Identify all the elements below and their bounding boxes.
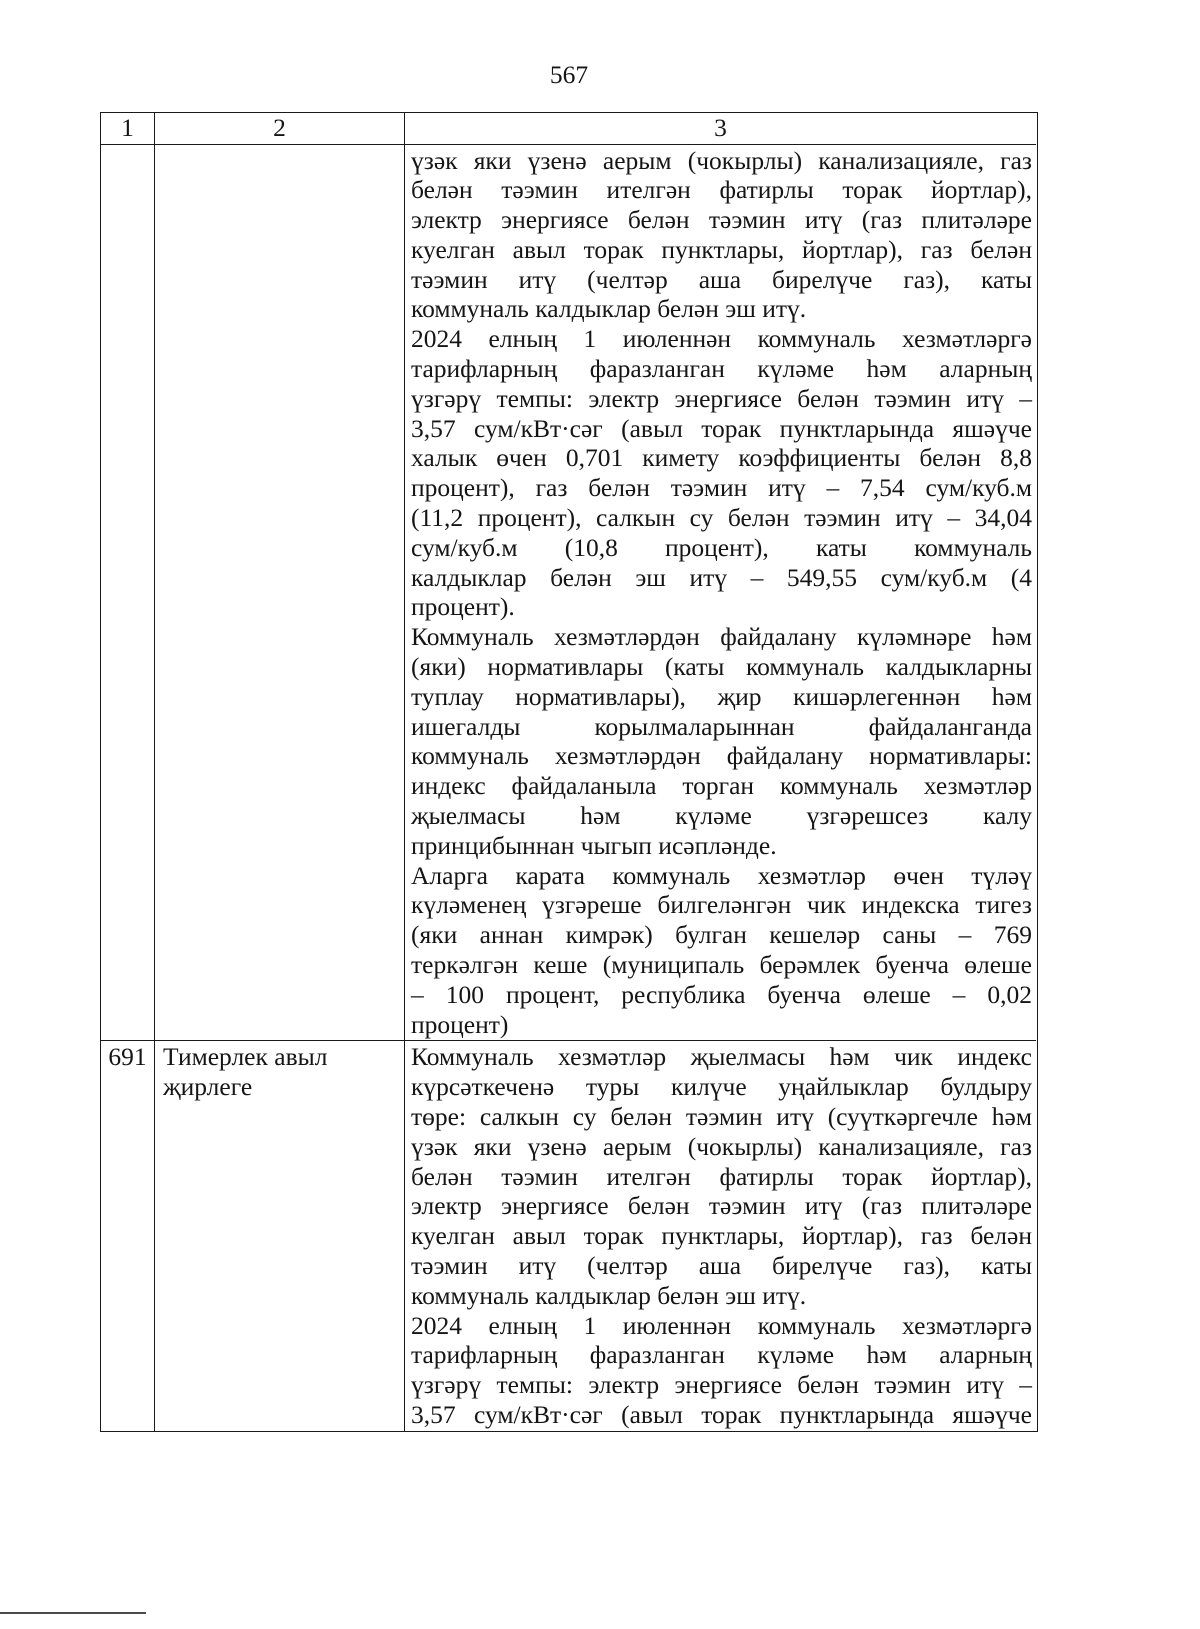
text-line: коммуналь хезмәтләрдән файдалану нормативлары: <box>411 741 1032 771</box>
text-line: туплау нормативлары), җир кишәрлегеннән һәм <box>411 681 1032 711</box>
description-cell <box>405 1041 1036 1430</box>
text-line: Коммуналь хезмәтләр җыелмасы һәм чик индекс <box>411 1042 1032 1072</box>
text-line: тәэмин итү (челтәр аша бирелүче газ), каты <box>411 1250 1032 1280</box>
text-line: 2024 елның 1 июленнән коммуналь хезмәтләргә <box>411 1310 1032 1340</box>
text-line: халык өчен 0,701 кимету коэффициенты белән 8,8 <box>411 443 1032 473</box>
text-line: төре: салкын су белән тәэмин итү (суүткәргечле һәм <box>411 1102 1032 1131</box>
text-line: процент) <box>411 1009 509 1039</box>
text-line: тәэмин итү (челтәр аша бирелүче газ), каты <box>411 264 1032 294</box>
text-line: күрсәткеченә туры килүче уңайлыклар булдыру <box>411 1072 1032 1102</box>
text-line: принцибыннан чыгып исәпләнде. <box>411 830 777 860</box>
text-line: үзәк яки үзенә аерым (чокырлы) канализацияле, газ <box>411 1131 1032 1161</box>
text-line: тарифларның фаразланган күләме һәм аларның <box>411 354 1032 384</box>
text-line: (11,2 процент), салкын су белән тәэмин итү – 34,04 <box>411 503 1032 533</box>
text-line: процент), газ белән тәэмин итү – 7,54 сум/куб.м <box>411 473 1032 503</box>
text-line: индекс файдаланыла торган коммуналь хезмәтләр <box>411 771 1032 801</box>
text-line: теркәлгән кеше (муниципаль берәмлек буенча өлеше <box>411 950 1032 980</box>
page-number: 567 <box>549 60 589 89</box>
text-line: җыелмасы һәм күләме үзгәрешсез калу <box>411 801 1032 831</box>
data-table <box>100 112 1038 1432</box>
text-line: процент). <box>411 592 515 622</box>
text-line: коммуналь калдыклар белән эш итү. <box>411 294 807 324</box>
text-line: Аларга карата коммуналь хезмәтләр өчен түләү <box>411 860 1032 890</box>
text-line: куелган авыл торак пунктлары, йортлар), газ белән <box>411 1221 1032 1251</box>
text-line: электр энергиясе белән тәэмин итү (газ плитәләре <box>411 1191 1032 1221</box>
settlement-name-cell <box>155 1041 405 1430</box>
text-line: белән тәэмин ителгән фатирлы торак йортлар), <box>411 1161 1032 1191</box>
text-line: күләменең үзгәреше билгеләнгән чик индекска тигез <box>411 890 1032 920</box>
text-line: 2024 елның 1 июленнән коммуналь хезмәтләргә <box>411 324 1032 354</box>
settlement-name-line: җирлеге <box>163 1072 253 1102</box>
text-line: үзәк яки үзенә аерым (чокырлы) канализацияле, газ <box>411 145 1032 175</box>
settlement-name-cell <box>155 145 405 1042</box>
text-line: тарифларның фаразланган күләме һәм аларның <box>411 1340 1032 1370</box>
text-line: белән тәэмин ителгән фатирлы торак йортлар), <box>411 175 1032 205</box>
text-line: үзгәрү темпы: электр энергиясе белән тәэмин итү – <box>411 383 1032 413</box>
text-line: – 100 процент, республика буенча өлеше – 0,02 <box>411 979 1032 1009</box>
text-line: электр энергиясе белән тәэмин итү (газ плитәләре <box>411 205 1032 235</box>
text-line: 3,57 сум/кВт·сәг (авыл торак пунктларында яшәүче <box>411 413 1032 443</box>
column-header-1: 1 <box>101 113 155 145</box>
settlement-name-line: Тимерлек авыл <box>163 1042 328 1072</box>
column-header-2: 2 <box>155 113 405 145</box>
text-line: (яки) нормативлары (каты коммуналь калдыкларны <box>411 652 1032 682</box>
text-line: (яки аннан кимрәк) булган кешеләр саны – 769 <box>411 920 1032 950</box>
row-number-cell: 691 <box>101 1041 155 1430</box>
text-line: сум/куб.м (10,8 процент), каты коммуналь <box>411 532 1032 562</box>
column-header-3: 3 <box>405 113 1036 145</box>
text-line: калдыклар белән эш итү – 549,55 сум/куб.м (4 <box>411 562 1032 592</box>
description-cell <box>405 145 1036 1042</box>
text-line: ишегалды корылмаларыннан файдаланганда <box>411 711 1032 741</box>
text-line: 3,57 сум/кВт·сәг (авыл торак пунктларында яшәүче <box>411 1399 1032 1429</box>
text-line: Коммуналь хезмәтләрдән файдалану күләмнәре һәм <box>411 622 1032 652</box>
text-line: куелган авыл торак пунктлары, йортлар), газ белән <box>411 234 1032 264</box>
row-number-cell <box>101 145 155 1042</box>
text-line: коммуналь калдыклар белән эш итү. <box>411 1280 807 1310</box>
text-line: үзгәрү темпы: электр энергиясе белән тәэмин итү – <box>411 1370 1032 1400</box>
footnote-rule <box>0 1612 146 1614</box>
